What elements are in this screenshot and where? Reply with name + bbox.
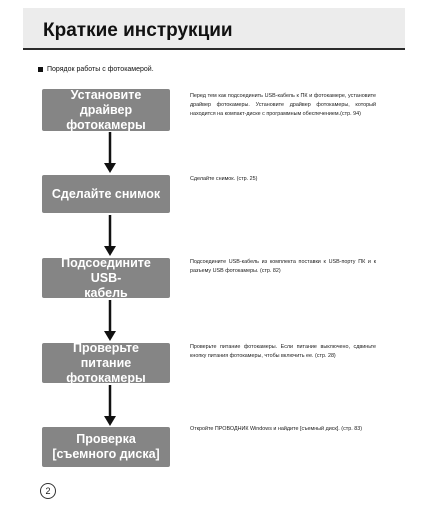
down-arrow-icon bbox=[104, 215, 116, 256]
page-header bbox=[23, 8, 405, 50]
step-description: Перед тем как подсоединить USB-кабель к ПК и фотокамере, установите драйвер фотокамеры. Установите драйвер фотокамеры, который находится на компакт-диске с программным обеспечением.(стр. 94) bbox=[190, 93, 376, 117]
step-label: Подсоедините USB- кабель bbox=[61, 255, 151, 300]
down-arrow-icon bbox=[104, 132, 116, 173]
step-box-check-removable-disk bbox=[42, 427, 170, 467]
bullet-icon bbox=[38, 67, 43, 72]
step-box-check-power bbox=[42, 340, 170, 385]
step-description: Откройте ПРОВОДНИК Windows и найдите [съемный диск]. (стр. 83) bbox=[190, 426, 363, 432]
step-box-connect-usb bbox=[42, 255, 170, 300]
step-label: Сделайте снимок bbox=[51, 186, 161, 201]
page-title: Краткие инструкции bbox=[43, 20, 233, 41]
down-arrow-icon bbox=[104, 385, 116, 426]
step-box-install-driver bbox=[42, 89, 170, 131]
step-description: Сделайте снимок. (стр. 25) bbox=[190, 176, 258, 182]
step-box-take-photo bbox=[42, 175, 170, 213]
step-label: Установите драйвер фотокамеры bbox=[66, 87, 146, 132]
step-description: Подсоедините USB-кабель из комплекта поставки к USB-порту ПК и к разъему USB фотокамеры. (стр. 82) bbox=[190, 259, 376, 274]
page-number: 2 bbox=[40, 483, 56, 499]
down-arrow-icon bbox=[104, 300, 116, 341]
section-label-text: Порядок работы с фотокамерой. bbox=[47, 66, 154, 73]
step-label: Проверьте питание фотокамеры bbox=[66, 340, 146, 385]
section-label bbox=[38, 66, 154, 73]
step-description: Проверьте питание фотокамеры. Если питание выключено, сдвиньте кнопку питания фотокамеры, чтобы включить ее. (стр. 28) bbox=[190, 344, 376, 359]
step-label: Проверка [съемного диска] bbox=[52, 432, 160, 461]
